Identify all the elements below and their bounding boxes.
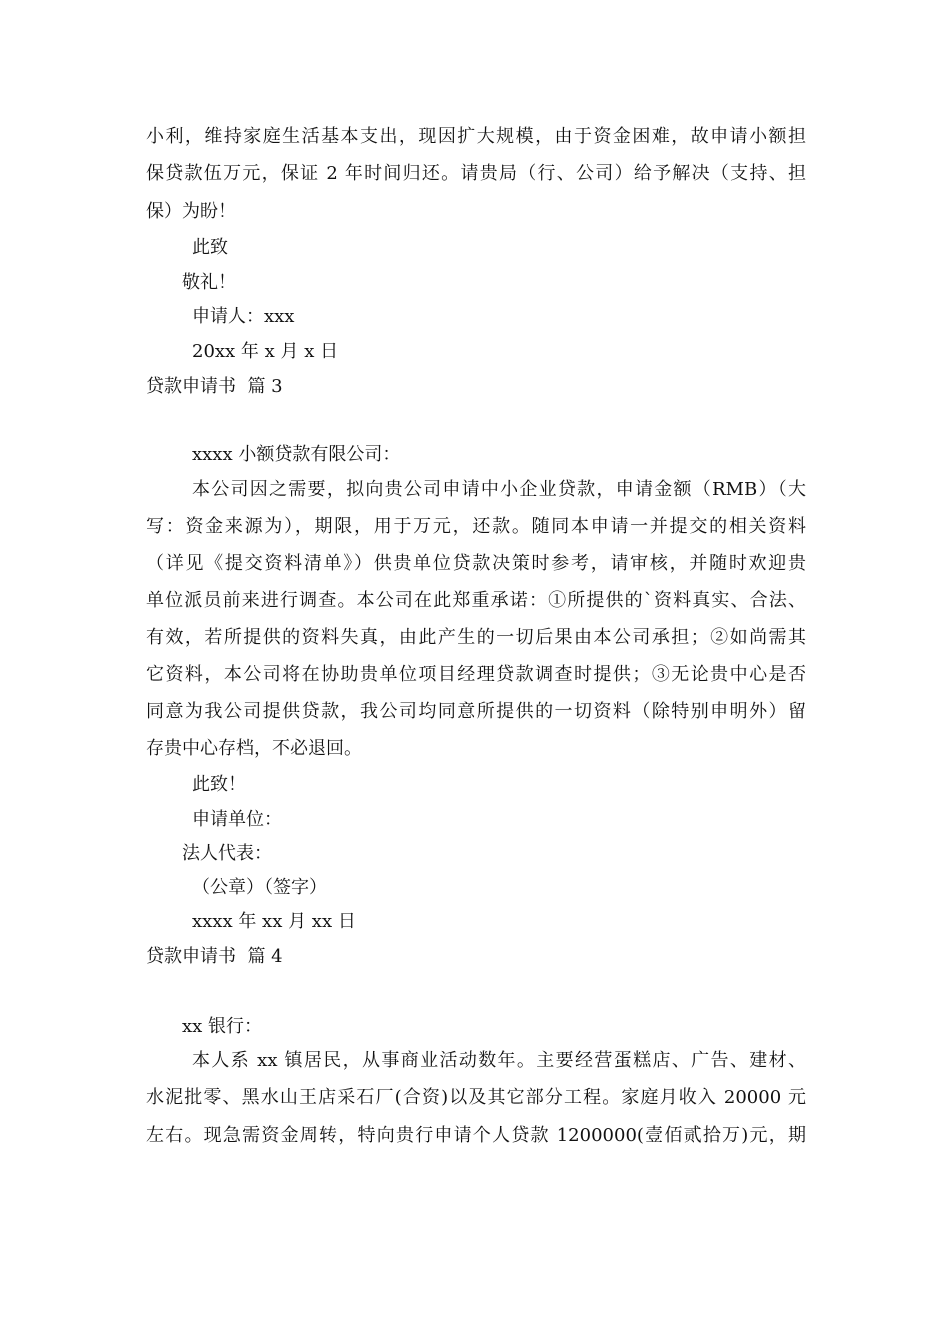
paragraph-line: 存贵中心存档，不必退回。 — [146, 738, 362, 759]
applicant-line: 申请人：xxx — [192, 306, 295, 327]
paragraph-line: 本人系 xx 镇居民，从事商业活动数年。主要经营蛋糕店、广告、建材、 — [192, 1050, 806, 1071]
paragraph-line: 小利，维持家庭生活基本支出，现因扩大规模，由于资金困难，故申请小额担 — [146, 126, 806, 147]
seal-signature-line: （公章）（签字） — [192, 877, 327, 898]
paragraph-line: 本公司因之需要，拟向贵公司申请中小企业贷款，申请金额（RMB）（大 — [192, 479, 806, 500]
salutation-text: 敬礼！ — [182, 272, 236, 293]
section-heading: 贷款申请书 篇 4 — [146, 946, 283, 967]
date-line: 20xx 年 x 月 x 日 — [192, 341, 339, 362]
addressee-line: xx 银行： — [182, 1016, 263, 1037]
closing-text: 此致 — [192, 237, 228, 258]
legal-rep-line: 法人代表： — [182, 843, 272, 864]
date-line: xxxx 年 xx 月 xx 日 — [192, 911, 356, 932]
paragraph-line: 写：资金来源为），期限，用于万元，还款。随同本申请一并提交的相关资料 — [146, 516, 806, 537]
paragraph-line: 它资料，本公司将在协助贵单位项目经理贷款调查时提供；③无论贵中心是否 — [146, 664, 806, 685]
paragraph-line: 单位派员前来进行调查。本公司在此郑重承诺：①所提供的`资料真实、合法、 — [146, 590, 806, 611]
paragraph-line: 水泥批零、黑水山王店采石厂(合资)以及其它部分工程。家庭月收入 20000 元 — [146, 1087, 806, 1108]
paragraph-line: 左右。现急需资金周转，特向贵行申请个人贷款 1200000(壹佰贰拾万)元，期 — [146, 1125, 806, 1146]
paragraph-line: 有效，若所提供的资料失真，由此产生的一切后果由本公司承担；②如尚需其 — [146, 627, 806, 648]
section-heading: 贷款申请书 篇 3 — [146, 376, 283, 397]
paragraph-line: 同意为我公司提供贷款，我公司均同意所提供的一切资料（除特别申明外）留 — [146, 701, 806, 722]
paragraph-line: 保贷款伍万元，保证 2 年时间归还。请贵局（行、公司）给予解决（支持、担 — [146, 163, 806, 184]
closing-text: 此致！ — [192, 774, 246, 795]
paragraph-line: 保）为盼！ — [146, 201, 236, 222]
applicant-unit-line: 申请单位： — [192, 809, 282, 830]
addressee-line: xxxx 小额贷款有限公司： — [192, 444, 401, 465]
paragraph-line: （详见《提交资料清单》）供贵单位贷款决策时参考，请审核，并随时欢迎贵 — [146, 553, 806, 574]
